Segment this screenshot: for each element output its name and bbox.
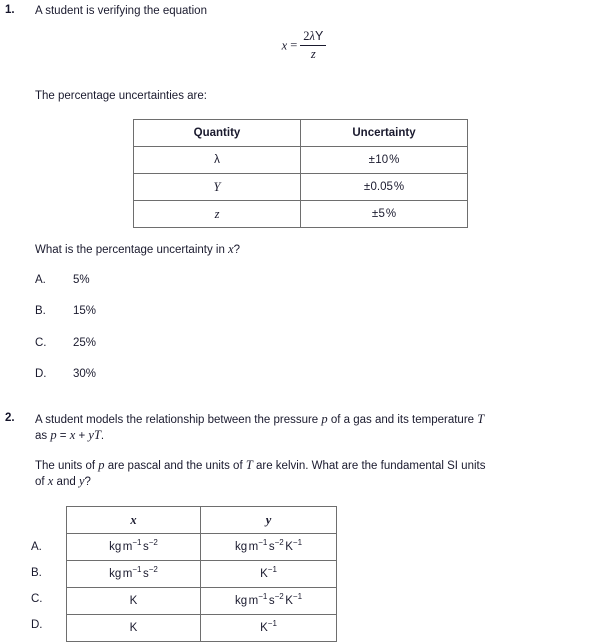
equation-fraction <box>300 29 326 62</box>
stem-text-as: as <box>35 430 51 442</box>
unit-expression: $K^{-1}$ <box>260 565 277 580</box>
equation-equals-sign: = <box>290 38 298 53</box>
unit-expression: kg $m^{-1}$ $s^{-2}$ <box>109 538 158 553</box>
question-1-lead-in: The percentage uncertainties are: <box>35 90 207 102</box>
paragraph-text-a: The units of <box>35 460 99 472</box>
prompt-text-before: What is the percentage uncertainty in <box>35 244 229 256</box>
unit-expression: K <box>129 622 138 634</box>
question-1-lead-in-wrap <box>35 89 600 104</box>
quantity-symbol: Y <box>213 179 221 194</box>
option-letter: A. <box>35 274 46 286</box>
question-2-number: 2. <box>5 412 15 424</box>
unit-expression: K <box>129 595 138 607</box>
option-text: 30% <box>73 368 97 380</box>
unit-expression: kg $m^{-1}$ $s^{-2}$ $K^{-1}$ <box>234 592 303 607</box>
paragraph-text-of: of <box>35 476 48 488</box>
cell-x-units <box>67 615 201 642</box>
uncertainty-unit: % <box>385 208 397 220</box>
paragraph-text-c: are kelvin. What are the fundamental SI units <box>252 460 486 472</box>
uncertainty-unit: % <box>393 181 405 193</box>
cell-quantity-z <box>134 201 301 228</box>
option-text: 5% <box>73 274 90 286</box>
option-letter: C. <box>35 337 47 349</box>
quantity-symbol: z <box>214 206 220 221</box>
cell-uncertainty-lambda <box>301 147 468 174</box>
column-header-uncertainty: Uncertainty <box>301 120 468 147</box>
question-1-number: 1. <box>5 4 15 16</box>
column-header-quantity: Quantity <box>134 120 301 147</box>
cell-uncertainty-z <box>301 201 468 228</box>
unit-expression: kg $m^{-1}$ $s^{-2}$ $K^{-1}$ <box>234 538 303 553</box>
option-letter: D. <box>35 368 47 380</box>
uncertainty-value: 5 <box>378 208 385 220</box>
paragraph-variable-x: x <box>47 474 54 488</box>
header-symbol-y: y <box>265 512 272 527</box>
question-1-prompt <box>35 242 600 258</box>
table-row <box>134 174 468 201</box>
numerator-coefficient: 2 <box>303 29 310 43</box>
table-row[interactable] <box>67 561 337 588</box>
column-header-x <box>67 507 201 534</box>
cell-uncertainty-Y <box>301 174 468 201</box>
question-1-stem: A student is verifying the equation <box>35 5 207 17</box>
question-2-body <box>35 412 600 444</box>
units-option-letter-c: C. <box>31 593 43 605</box>
equation-x-equals-2lambdaY-over-z <box>0 30 608 63</box>
table-header-row <box>134 120 468 147</box>
unit-expression: kg $m^{-1}$ $s^{-2}$ <box>109 565 158 580</box>
cell-x-units <box>67 561 201 588</box>
paragraph-variable-y: y <box>78 474 85 488</box>
cell-x-units <box>67 588 201 615</box>
numerator-Y-symbol: Y <box>314 29 324 43</box>
stem-variable-p: p <box>321 412 328 426</box>
uncertainty-value: 10 <box>375 154 389 166</box>
table-row <box>134 201 468 228</box>
uncertainty-sign: ± <box>371 208 379 220</box>
header-symbol-x: x <box>130 512 137 527</box>
formula-period: . <box>100 430 105 442</box>
table-row[interactable] <box>67 588 337 615</box>
formula-plus: + <box>75 430 89 442</box>
table-header-row <box>67 507 337 534</box>
paragraph-variable-T: T <box>245 458 253 472</box>
stem-text-a: A student models the relationship between the pressure <box>35 414 322 426</box>
question-1-prompt-wrap <box>35 242 600 258</box>
paragraph-text-b: are pascal and the units of <box>104 460 246 472</box>
formula-x: x <box>69 428 76 442</box>
units-option-letter-d: D. <box>31 619 43 631</box>
uncertainty-sign: ± <box>368 154 376 166</box>
cell-y-units <box>201 561 337 588</box>
uncertainty-unit: % <box>389 154 400 166</box>
cell-x-units <box>67 534 201 561</box>
equation-lhs: x <box>281 38 288 53</box>
cell-quantity-lambda <box>134 147 301 174</box>
numerator-lambda-symbol: λ <box>309 29 315 43</box>
prompt-text-after: ? <box>233 244 241 256</box>
table-row <box>134 147 468 174</box>
units-option-letter-b: B. <box>31 567 42 579</box>
question-2-stem <box>35 412 600 444</box>
unit-expression: $K^{-1}$ <box>260 619 277 634</box>
option-text: 15% <box>73 305 97 317</box>
cell-y-units <box>201 615 337 642</box>
prompt-variable-x: x <box>228 242 234 256</box>
formula-T: T <box>93 428 101 442</box>
question-1-body <box>35 4 600 19</box>
formula-y: y <box>88 428 94 442</box>
si-units-table <box>66 506 337 642</box>
formula-equals: = <box>56 430 70 442</box>
option-letter: B. <box>35 305 46 317</box>
table-row[interactable] <box>67 615 337 642</box>
uncertainty-value: 0.05 <box>370 181 393 193</box>
paragraph-text-and: and <box>53 476 79 488</box>
stem-variable-T: T <box>477 412 485 426</box>
quantity-symbol: λ <box>214 154 220 166</box>
equation-denominator: z <box>310 47 316 61</box>
formula-p: p <box>50 428 57 442</box>
uncertainties-table <box>133 119 468 228</box>
paragraph-text-q: ? <box>84 476 91 488</box>
question-2-paragraph <box>35 458 600 490</box>
question-2-paragraph-wrap <box>35 458 600 490</box>
option-text: 25% <box>73 337 97 349</box>
table-row[interactable] <box>67 534 337 561</box>
cell-quantity-Y <box>134 174 301 201</box>
column-header-y <box>201 507 337 534</box>
units-option-letter-a: A. <box>31 541 42 553</box>
equation-numerator <box>300 29 326 46</box>
uncertainty-sign: ± <box>363 181 371 193</box>
paragraph-variable-p: p <box>98 458 105 472</box>
stem-text-b: of a gas and its temperature <box>327 414 478 426</box>
cell-y-units <box>201 588 337 615</box>
cell-y-units <box>201 534 337 561</box>
